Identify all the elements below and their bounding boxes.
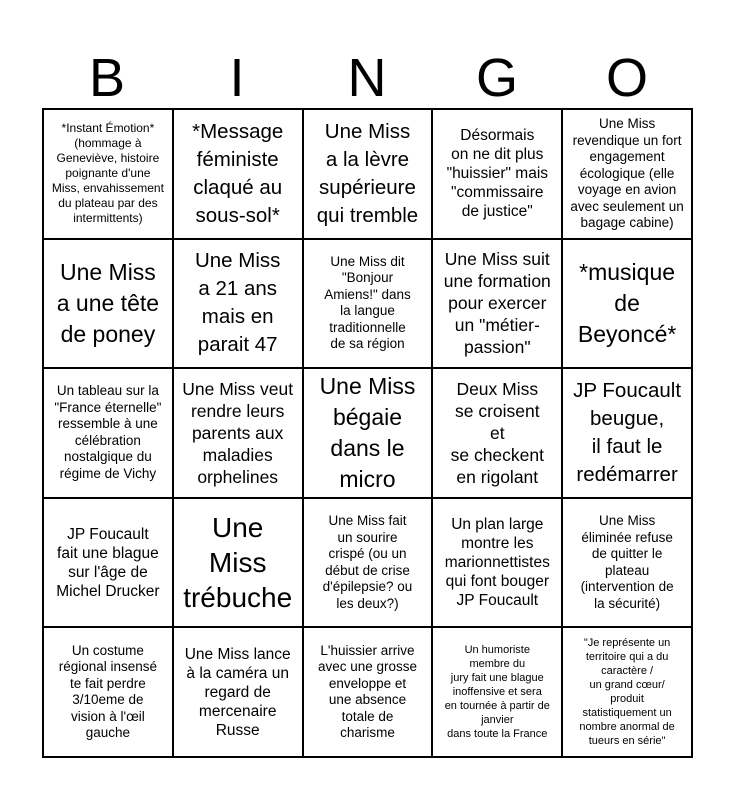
bingo-cell[interactable]: "Je représente un territoire qui a du caractère / un grand cœur/ produit statistiquement un nombre anormal de tueurs en série" xyxy=(563,628,693,758)
title-letter-n: N xyxy=(347,48,387,108)
bingo-cell[interactable]: Une Miss veut rendre leurs parents aux maladies orphelines xyxy=(174,369,304,499)
bingo-cell[interactable]: Une Miss revendique un fort engagement écologique (elle voyage en avion avec seulement un bagage cabine) xyxy=(563,110,693,240)
bingo-cell[interactable]: Un costume régional insensé te fait perdre 3/10eme de vision à l'œil gauche xyxy=(44,628,174,758)
bingo-cell[interactable]: Une Miss a 21 ans mais en parait 47 xyxy=(174,240,304,370)
bingo-cell[interactable]: Une Miss éliminée refuse de quitter le plateau (intervention de la sécurité) xyxy=(563,499,693,629)
title-letter-o: O xyxy=(605,48,648,108)
bingo-cell[interactable]: Désormais on ne dit plus "huissier" mais "commissaire de justice" xyxy=(433,110,563,240)
bingo-cell[interactable]: *Instant Émotion* (hommage à Geneviève, histoire poignante d'une Miss, envahissement du plateau par des intermittents) xyxy=(44,110,174,240)
bingo-cell[interactable]: Une Miss dit "Bonjour Amiens!" dans la langue traditionnelle de sa région xyxy=(304,240,434,370)
bingo-cell[interactable]: Une Miss fait un sourire crispé (ou un début de crise d'épilepsie? ou les deux?) xyxy=(304,499,434,629)
bingo-cell[interactable]: *musique de Beyoncé* xyxy=(563,240,693,370)
bingo-cell[interactable]: *Message féministe claqué au sous-sol* xyxy=(174,110,304,240)
bingo-cell[interactable]: JP Foucault fait une blague sur l'âge de Michel Drucker xyxy=(44,499,174,629)
title-letter-b: B xyxy=(88,48,126,108)
bingo-cell[interactable]: Une Miss trébuche xyxy=(174,499,304,629)
bingo-grid xyxy=(42,108,693,758)
title-letter-g: G xyxy=(475,48,518,108)
bingo-cell[interactable]: Une Miss a une tête de poney xyxy=(44,240,174,370)
bingo-cell[interactable]: Un humoriste membre du jury fait une blague inoffensive et sera en tournée à partir de janvier dans toute la France xyxy=(433,628,563,758)
bingo-cell[interactable]: Deux Miss se croisent et se checkent en rigolant xyxy=(433,369,563,499)
bingo-cell[interactable]: JP Foucault beugue, il faut le redémarrer xyxy=(563,369,693,499)
title-letter-i: I xyxy=(229,48,245,108)
bingo-cell[interactable]: Une Miss lance à la caméra un regard de mercenaire Russe xyxy=(174,628,304,758)
bingo-cell[interactable]: Une Miss bégaie dans le micro xyxy=(304,369,434,499)
bingo-cell[interactable]: Un plan large montre les marionnettistes qui font bouger JP Foucault xyxy=(433,499,563,629)
bingo-cell[interactable]: Une Miss a la lèvre supérieure qui tremble xyxy=(304,110,434,240)
bingo-cell[interactable]: Une Miss suit une formation pour exercer un "métier- passion" xyxy=(433,240,563,370)
bingo-title xyxy=(42,48,693,108)
bingo-cell[interactable]: L'huissier arrive avec une grosse enveloppe et une absence totale de charisme xyxy=(304,628,434,758)
bingo-cell[interactable]: Un tableau sur la "France éternelle" ressemble à une célébration nostalgique du régime de Vichy xyxy=(44,369,174,499)
